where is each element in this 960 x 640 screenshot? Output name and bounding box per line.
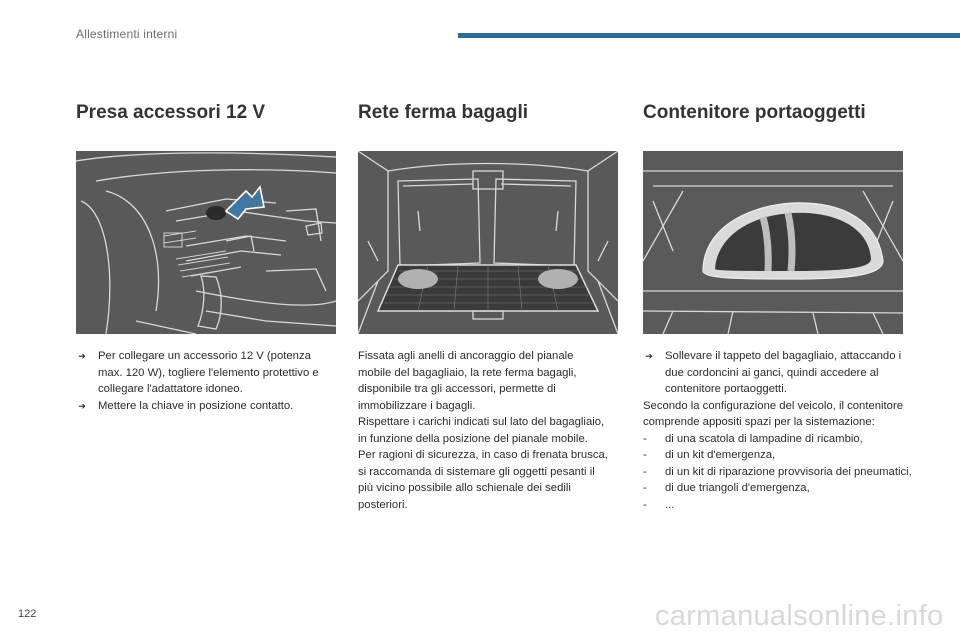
dash-marker: - [643,465,647,478]
list-text: di un kit di riparazione provvisoria dei pneumatici, [665,465,912,478]
section-title-presa: Presa accessori 12 V [76,102,266,123]
paragraph: Secondo la configurazione del veicolo, il contenitore comprende appositi spazi per la sistemazione: [643,399,903,428]
section-title-contenitore: Contenitore portaoggetti [643,102,866,123]
text-contenitore [643,348,913,513]
text-presa [76,348,338,414]
list-text: di una scatola di lampadine di ricambio, [665,432,863,445]
figure-storage-compartment [643,151,903,334]
header-title: Allestimenti interni [76,27,178,41]
list-item [643,447,913,464]
list-item [76,398,338,415]
header-accent-bar [458,33,960,38]
list-item [643,431,913,448]
dash-marker: - [643,482,647,494]
list-text: di un kit d'emergenza, [665,449,776,461]
arrow-bullet-icon: ➔ [78,351,86,361]
bullet-text: Mettere la chiave in posizione contatto. [98,399,294,412]
arrow-bullet-icon: ➔ [78,400,86,411]
dash-marker: - [643,432,647,445]
list-item [643,464,913,481]
list-item [76,348,338,398]
paragraph: Per ragioni di sicurezza, in caso di frenata brusca, si raccomanda di sistemare gli oggetti pesanti il più vicino possibile allo schienale dei sedili posteriori. [358,449,608,511]
watermark: carmanualsonline.info [655,600,944,632]
text-rete [358,348,608,513]
section-title-rete: Rete ferma bagagli [358,102,528,123]
list-text: ... [665,498,675,511]
list-text: di due triangoli d'emergenza, [665,482,810,494]
figure-luggage-net [358,151,618,334]
bullet-text: Sollevare il tappeto del bagagliaio, attaccando i due cordoncini ai ganci, quindi accedere al contenitore portaoggetti. [665,350,902,395]
arrow-bullet-icon: ➔ [645,351,653,361]
list-item [643,480,913,497]
bullet-text: Per collegare un accessorio 12 V (potenza max. 120 W), togliere l'elemento protettivo e collegare l'adattatore idoneo. [98,350,319,395]
paragraph: Fissata agli anelli di ancoraggio del pianale mobile del bagagliaio, la rete ferma bagagli, disponibile tra gli accessori, permette di immobilizzare i bagagli. [358,350,577,412]
list-item [643,497,913,514]
list-item [643,348,913,398]
dash-marker: - [643,498,647,511]
figure-12v-socket [76,151,336,334]
page-number: 122 [18,608,37,620]
dash-marker: - [643,449,647,461]
paragraph: Rispettare i carichi indicati sul lato del bagagliaio, in funzione della posizione del pianale mobile. [358,416,605,445]
